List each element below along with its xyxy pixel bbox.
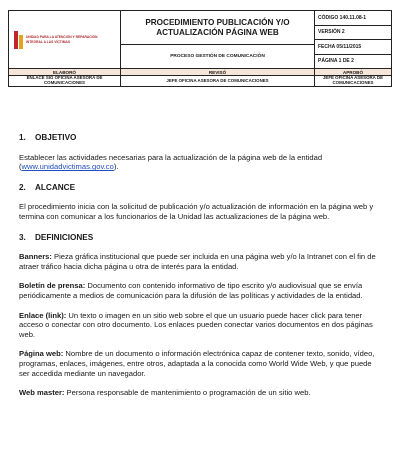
aprobo-label: APROBÓ [342, 69, 364, 75]
document-date: FECHA 05/11/2015 [315, 40, 391, 55]
section-alcance-title [19, 183, 381, 193]
definition-item [19, 281, 381, 300]
definition-text: Persona responsable de mantenimiento o programación de un sitio web. [64, 388, 311, 398]
definition-item [19, 349, 381, 378]
document-code: CÓDIGO 140.11.08-1 [315, 11, 391, 26]
document-title [121, 11, 314, 45]
title-line-1: PROCEDIMIENTO PUBLICACIÓN Y/O [145, 17, 290, 27]
document-body [19, 133, 381, 408]
definition-text: Documento con contenido informativo de tipo escrito y/o audiovisual que se envía periódicamente a medios de comunicación para la difusión de las políticas y actividades de la entidad. [19, 281, 363, 300]
elaboro-value: ENLACE SIG OFICINA ASESORA DE COMUNICACIONES [9, 76, 121, 86]
definition-term: Enlace (link): [19, 310, 67, 320]
objetivo-text: Establecer las actividades necesarias para la actualización de la página web de la entidad ( [19, 152, 323, 172]
definition-text: Un texto o imagen en un sitio web sobre el que un usuario puede hacer click para tener acceso o conectar con otro documento. Los enlaces pueden conectar varios documentos en dos páginas web. [19, 310, 373, 339]
signature-values-row [9, 76, 391, 86]
section-number: 2. [19, 182, 26, 192]
title-cell [121, 11, 315, 68]
objetivo-text-end: ). [113, 162, 119, 172]
section-heading: OBJETIVO [35, 133, 77, 142]
section-definiciones-title [19, 233, 381, 243]
definition-item [19, 311, 381, 340]
definition-item [19, 252, 381, 271]
logo-text: UNIDAD PARA LA ATENCIÓN Y REPARACIÓN INTEGRAL A LAS VÍCTIMAS [26, 35, 98, 44]
header-top-row [9, 11, 391, 69]
process-name: PROCESO GESTIÓN DE COMUNICACIÓN [170, 54, 265, 59]
definition-item [19, 388, 381, 398]
code-cell [315, 11, 391, 68]
document-header [8, 10, 392, 87]
website-link[interactable]: www.unidadvictimas.gov.co [21, 162, 114, 172]
definition-text: Pieza gráfica institucional que puede ser incluida en una página web y/o la Intranet con el fin de atraer tráfico hacia dicha página u otra de interés para la entidad. [19, 252, 376, 271]
section-heading: DEFINICIONES [35, 232, 94, 242]
reviso-value: JEFE OFICINA ASESORA DE COMUNICACIONES [121, 76, 315, 86]
definition-term: Boletín de prensa: [19, 281, 86, 291]
definition-text: Nombre de un documento o información electrónica capaz de contener texto, sonido, vídeo, programas, enlaces, imágenes, entre otros, adaptada a la conocida como World Wide Web, y que puede ser accedida mediante un navegador. [19, 349, 375, 378]
elaboro-label: ELABORÓ [9, 69, 121, 75]
definition-term: Banners: [19, 252, 52, 262]
title-line-2: ACTUALIZACIÓN PÁGINA WEB [156, 27, 279, 37]
objetivo-paragraph [19, 153, 381, 172]
aprobo-value: JEFE OFICINA ASESORA DE COMUNICACIONES [322, 75, 383, 85]
section-heading: ALCANCE [35, 182, 76, 192]
definition-term: Página web: [19, 349, 64, 359]
alcance-paragraph: El procedimiento inicia con la solicitud de publicación y/o actualización de información en la página web y termina con comunicar a los funcionarios de la Unidad las actualizaciones de la página web. [19, 202, 374, 221]
section-objetivo-title [19, 133, 381, 143]
reviso-label: REVISÓ [121, 69, 315, 75]
page-number: PÁGINA 1 DE 2 [318, 58, 354, 65]
section-number: 1. [19, 133, 26, 142]
unidad-logo-icon [14, 31, 23, 49]
definition-term: Web master: [19, 388, 65, 398]
document-version: VERSIÓN 2 [315, 26, 391, 41]
logo-cell [9, 11, 121, 68]
section-number: 3. [19, 232, 26, 242]
